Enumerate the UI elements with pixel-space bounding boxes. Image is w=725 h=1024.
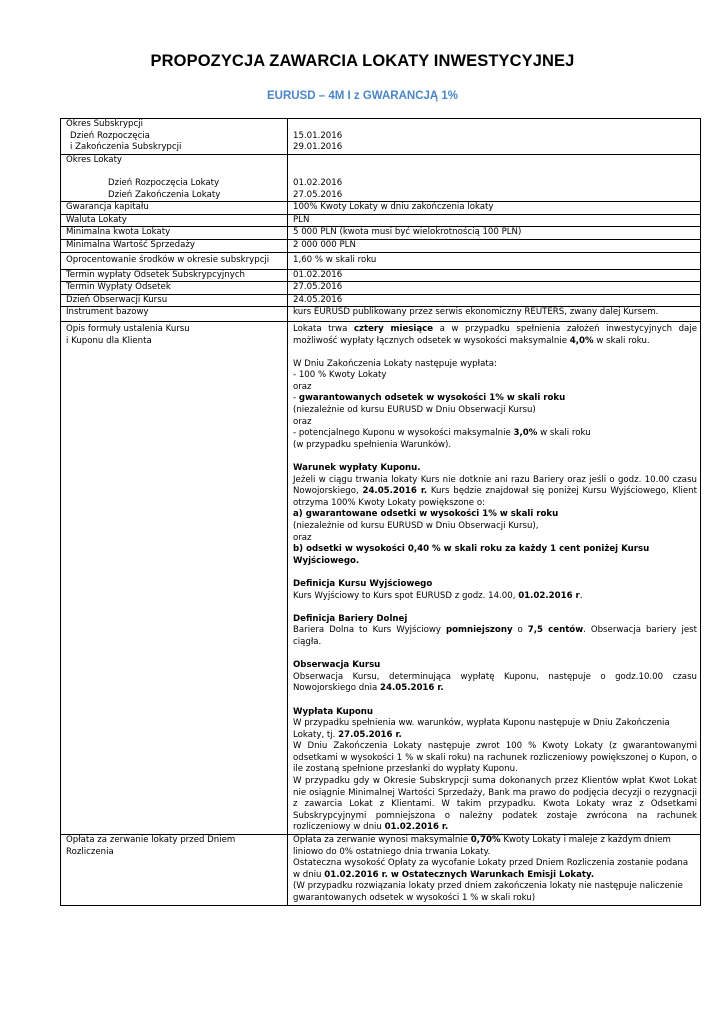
- value-early-fee: Opłata za zerwanie wynosi maksymalnie 0,70% Kwoty Lokaty i maleje z każdym dniem liniowo do 0% ostatniego dnia trwania Lokaty. Ostateczna wysokość Opłaty za wycofanie Lokaty przed Dniem Rozliczenia zostanie podana w dniu 01.02.2016 r. w Ostatecznych Warunkach Emisji Lokaty. (W przypadku rozwiązania lokaty przed dniem zakończenia lokaty nie następuje naliczenie gwarantowanych odsetek w wysokości 1 % w skali roku): [288, 835, 701, 906]
- label-early-fee: Opłata za zerwanie lokaty przed Dniem Rozliczenia: [61, 835, 288, 906]
- value-subscription: 15.01.2016 29.01.2016: [288, 119, 701, 155]
- row-formula: [61, 321, 701, 834]
- label-subscription: Okres Subskrypcji Dzień Rozpoczęcia i Zakończenia Subskrypcji: [61, 119, 288, 155]
- label-deposit-period: Okres Lokaty Dzień Rozpoczęcia Lokaty Dzień Zakończenia Lokaty: [61, 154, 288, 201]
- coupon-condition: Warunek wypłaty Kuponu. Jeżeli w ciągu trwania lokaty Kurs nie dotknie ani razu Bariery oraz jeśli o godz. 10.00 czasu Nowojorskiego, 24.05.2016 r. Kurs będzie znajdował się poniżej Kursu Wyjściowego, Klient otrzyma 100% Kwoty Lokaty powiększone o: a) gwarantowane odsetki w wysokości 1% w skali roku (niezależnie od kursu EURUSD w Dniu Obserwacji Kursu), oraz b) odsetki w wysokości 0,40 % w skali roku za każdy 1 cent poniżej Kursu Wyjściowego.: [293, 463, 697, 566]
- row-interest: Oprocentowanie środków w okresie subskrypcji 1,60 % w skali roku: [61, 252, 701, 269]
- initial-rate-heading: Definicja Kursu Wyjściowego: [293, 578, 433, 589]
- row-guarantee: Gwarancja kapitału 100% Kwoty Lokaty w dniu zakończenia lokaty: [61, 202, 701, 215]
- coupon-heading: Warunek wypłaty Kuponu.: [293, 463, 421, 474]
- rate-observation: Obserwacja Kursu Obserwacja Kursu, determinująca wypłatę Kuponu, następuje o godz.10.00 czasu Nowojorskiego dnia 24.05.2016 r.: [293, 660, 697, 694]
- row-observation-date: Dzień Obserwacji Kursu 24.05.2016: [61, 294, 701, 307]
- row-currency: Waluta Lokaty PLN: [61, 214, 701, 227]
- row-early-fee: [61, 835, 701, 906]
- row-interest-payout: Termin wypłaty Odsetek Subskrypcyjnych 01.02.2016: [61, 269, 701, 282]
- payout-list: W Dniu Zakończenia Lokaty następuje wypłata: - 100 % Kwoty Lokaty oraz - gwarantowanych odsetek w wysokości 1% w skali roku (niezależnie od kursu EURUSD w Dniu Obserwacji Kursu) oraz - potencjalnego Kuponu w wysokości maksymalnie 3,0% w skali roku (w przypadku spełnienia Warunków).: [293, 358, 591, 450]
- terms-table: [60, 118, 701, 906]
- barrier-heading: Definicja Bariery Dolnej: [293, 613, 408, 624]
- value-deposit-period: 01.02.2016 27.05.2016: [288, 154, 701, 201]
- coupon-payout-heading: Wypłata Kuponu: [293, 706, 374, 717]
- coupon-payout: Wypłata Kuponu W przypadku spełnienia ww. warunków, wypłata Kuponu następuje w Dniu Zakończenia Lokaty, tj. 27.05.2016 r. W Dniu Zakończenia Lokaty następuje zwrot 100 % Kwoty Lokaty (z gwarantowanymi odsetkami w wysokości 1 % w skali roku) na rachunek rozliczeniowy powiększonej o Kupon, o ile zostaną spełnione przesłanki do wypłaty Kuponu. W przypadku gdy w Okresie Subskrypcji suma dokonanych przez Klientów wpłat Kwot Lokat nie osiągnie Minimalnej Wartości Sprzedaży, Bank ma prawo do podjęcia decyzji o rezygnacji z zawarcia Lokat z Klientami. W takim przypadku. Kwota Lokaty wraz z Odsetkami Subskrypcyjnymi pomniejszona o należny podatek zostaje zwrócona na rachunek rozliczeniowy w dniu 01.02.2016 r.: [293, 706, 697, 833]
- observation-heading: Obserwacja Kursu: [293, 660, 381, 671]
- row-subscription: [61, 119, 701, 155]
- document-title: PROPOZYCJA ZAWARCIA LOKATY INWESTYCYJNEJ: [150, 52, 575, 70]
- row-min-sales: Minimalna Wartość Sprzedaży 2 000 000 PLN: [61, 239, 701, 252]
- formula-intro: Lokata trwa cztery miesiące a w przypadku spełnienia założeń inwestycyjnych daje możliwość wypłaty łącznych odsetek w wysokości maksymalnie 4,0% w skali roku.: [293, 323, 697, 346]
- value-formula: [288, 321, 701, 834]
- row-min-amount: Minimalna kwota Lokaty 5 000 PLN (kwota musi być wielokrotnością 100 PLN): [61, 227, 701, 240]
- document-subtitle: EURUSD – 4M I z GWARANCJĄ 1%: [266, 90, 459, 102]
- initial-rate-definition: Definicja Kursu Wyjściowego Kurs Wyjściowy to Kurs spot EURUSD z godz. 14.00, 01.02.2016 r.: [293, 579, 697, 602]
- label-formula: Opis formuły ustalenia Kursu i Kuponu dla Klienta: [61, 321, 288, 834]
- row-deposit-period: [61, 154, 701, 201]
- barrier-definition: Definicja Bariery Dolnej Bariera Dolna to Kurs Wyjściowy pomniejszony o 7,5 centów. Obserwacja bariery jest ciągła.: [293, 613, 697, 647]
- row-payout-date: Termin Wypłaty Odsetek 27.05.2016: [61, 282, 701, 295]
- row-base-instrument: Instrument bazowy kurs EURUSD publikowany przez serwis ekonomiczny REUTERS, zwany dalej Kursem.: [61, 307, 701, 322]
